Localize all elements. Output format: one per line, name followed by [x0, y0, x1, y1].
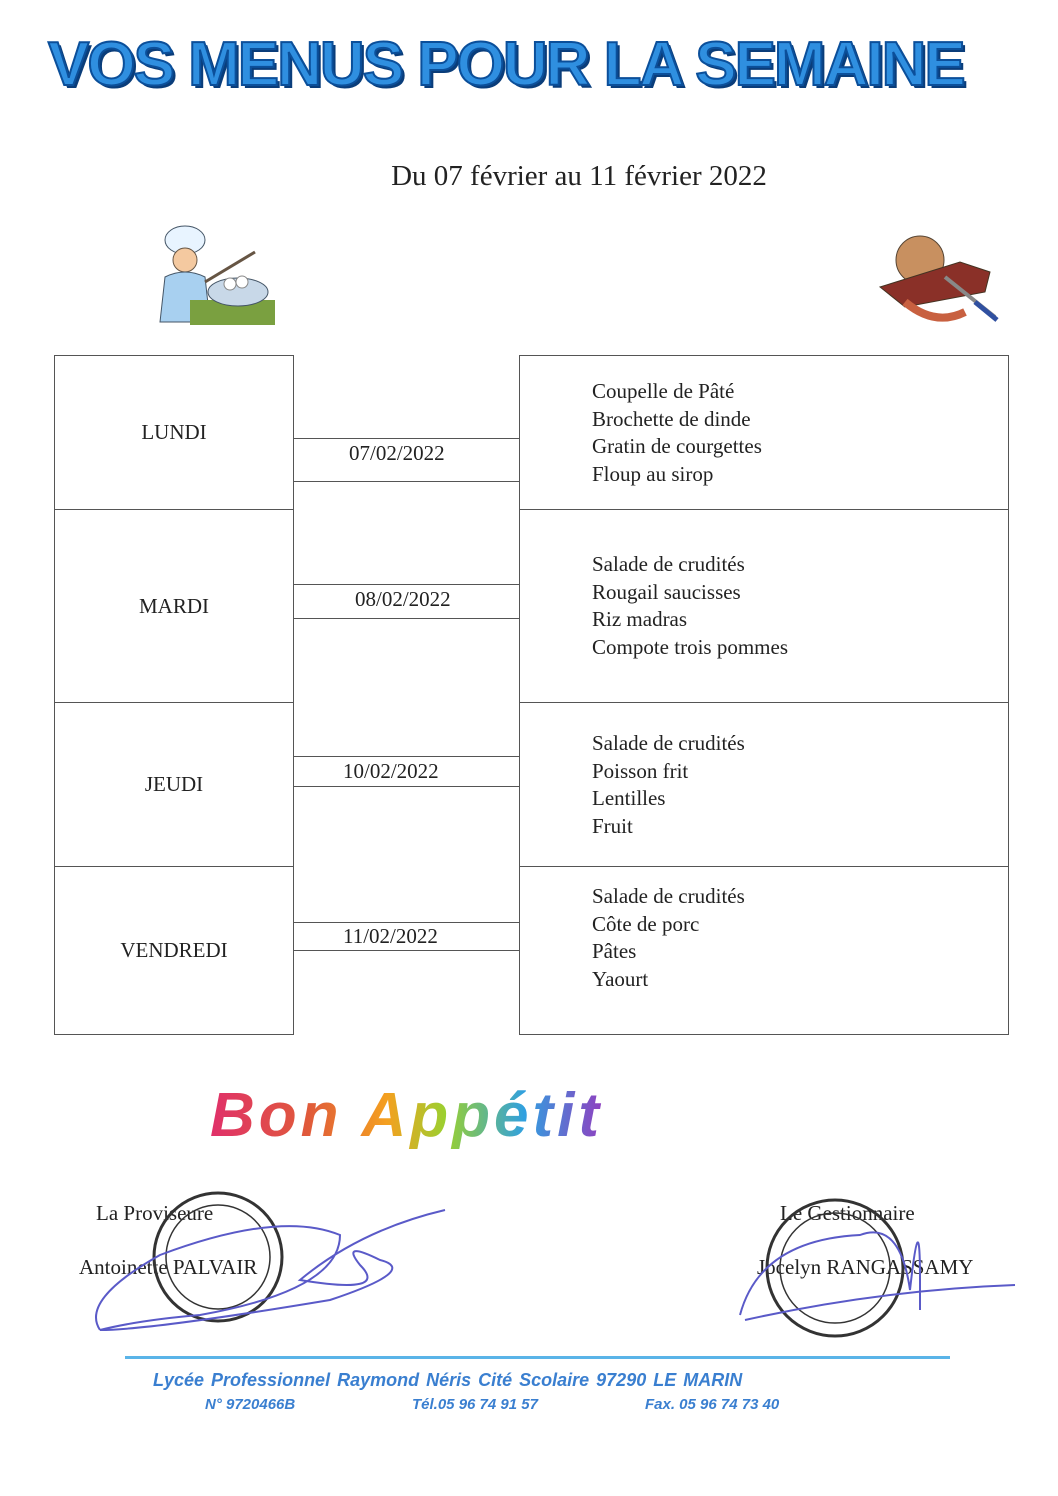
divider: [293, 756, 519, 757]
charcuterie-illustration-icon: [875, 232, 1003, 324]
left-signatory-name: Antoinette PALVAIR: [79, 1255, 258, 1279]
divider: [293, 922, 519, 923]
school-fax: Fax. 05 96 74 73 40: [645, 1396, 780, 1413]
divider: [293, 618, 519, 619]
day-label: LUNDI: [141, 420, 207, 444]
school-address: Lycée Professionnel Raymond Néris Cité Scolaire 97290 LE MARIN: [153, 1370, 743, 1390]
menu-item: Salade de crudités: [592, 731, 745, 755]
menu-item: Pâtes: [592, 939, 637, 963]
date-label: 08/02/2022: [355, 587, 451, 611]
date-label: 11/02/2022: [343, 924, 438, 948]
menu-item: Riz madras: [592, 607, 688, 631]
footer-divider: [125, 1356, 950, 1359]
day-label: JEUDI: [144, 772, 204, 796]
day-cell: [54, 509, 294, 703]
menu-item: Floup au sirop: [592, 461, 714, 486]
day-cell: [54, 866, 294, 1035]
divider: [293, 481, 519, 482]
week-period: Du 07 février au 11 février 2022: [391, 160, 767, 192]
divider: [293, 950, 519, 951]
menu-item: Gratin de courgettes: [592, 434, 762, 458]
left-signatory-role: La Proviseure: [96, 1201, 214, 1225]
divider: [293, 584, 519, 585]
menu-list: [592, 378, 762, 488]
menu-list: [592, 883, 745, 993]
day-cell: [54, 702, 294, 867]
bon-appetit-wordart: Bon Appétit: [210, 1081, 603, 1150]
menu-item: Brochette de dinde: [592, 406, 751, 431]
school-number: N° 9720466B: [205, 1396, 296, 1413]
menu-item: Coupelle de Pâté: [592, 379, 735, 403]
divider: [293, 438, 519, 439]
menu-item: Rougail saucisses: [592, 579, 741, 604]
menu-list: [592, 551, 788, 661]
chef-illustration-icon: [150, 222, 280, 327]
day-label: MARDI: [138, 593, 209, 618]
menu-list: [592, 730, 745, 840]
menu-item: Yaourt: [592, 966, 649, 991]
menu-item: Poisson frit: [592, 758, 689, 783]
menu-item: Lentilles: [592, 786, 666, 810]
date-label: 10/02/2022: [343, 759, 439, 783]
divider: [293, 786, 519, 787]
menu-item: Salade de crudités: [592, 552, 745, 576]
signatures-stamps-icon: [0, 1180, 1058, 1355]
right-signatory-role: Le Gestionnaire: [780, 1201, 915, 1225]
day-cell: [54, 355, 294, 510]
day-label: VENDREDI: [120, 938, 228, 962]
menu-item: Fruit: [592, 813, 633, 838]
menu-item: Compote trois pommes: [592, 634, 788, 659]
menu-item: Côte de porc: [592, 911, 700, 936]
date-label: 07/02/2022: [349, 441, 445, 465]
right-signatory-name: Jocelyn RANGASSAMY: [757, 1255, 974, 1279]
menu-item: Salade de crudités: [592, 884, 745, 908]
page-title: VOS MENUS POUR LA SEMAINE: [48, 30, 964, 99]
school-phone: Tél.05 96 74 91 57: [412, 1396, 538, 1413]
